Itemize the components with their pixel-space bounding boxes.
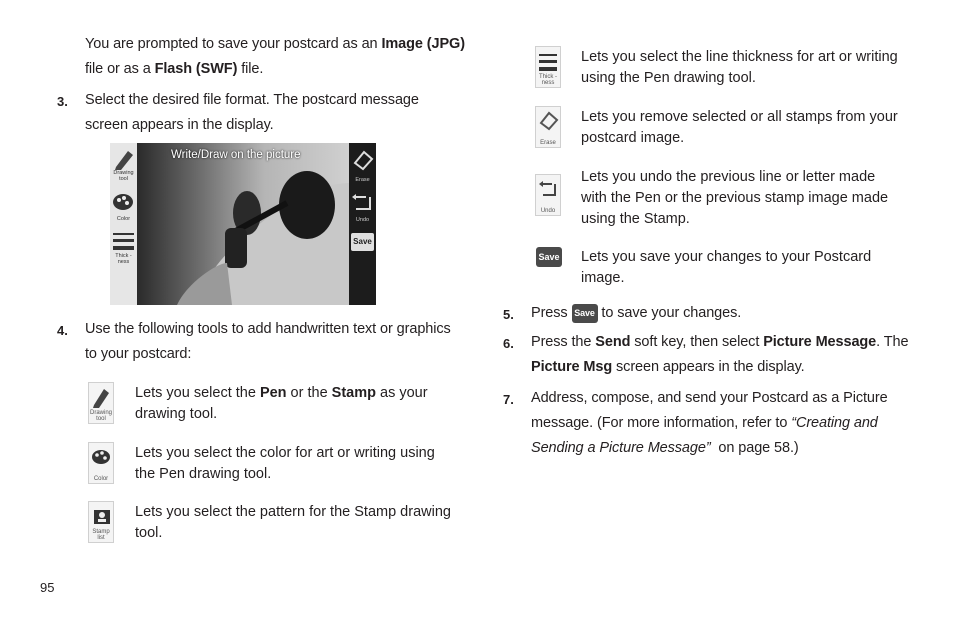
step-3-line-1: Select the desired file format. The postcard message: [85, 92, 419, 108]
stamp-list-icon: [88, 501, 114, 543]
undo-icon-label: Undo: [540, 208, 556, 214]
step-4-line-2: to your postcard:: [85, 346, 192, 362]
step-4-number: 4.: [57, 323, 68, 338]
color-icon: [88, 442, 114, 484]
drawing-tool-description: Lets you select the Pen or the Stamp as your drawing tool.: [135, 385, 428, 422]
thickness-line-2: [113, 239, 134, 242]
cross-reference-link: “Creating and: [791, 415, 878, 431]
screen-erase-label: Erase: [355, 177, 370, 183]
step-4-text: [85, 317, 465, 367]
undo-tool-icon: [535, 174, 561, 216]
intro-bold-jpg: Image (JPG): [381, 36, 465, 52]
save-icon: Save: [536, 247, 562, 267]
drawing-tool-icon: [88, 382, 114, 424]
inline-save-icon: Save: [572, 304, 598, 323]
undo-icon: [352, 193, 374, 213]
drawing-tool-icon-label: Drawing tool: [89, 410, 112, 422]
save-description: Lets you save your changes to your Postcard image.: [581, 249, 872, 286]
undo-description: Lets you undo the previous line or letter made with the Pen or the previous stamp image made using the Stamp.: [581, 169, 889, 227]
color-icon-label: Color: [93, 476, 109, 482]
step-3-number: 3.: [57, 94, 68, 109]
step-7-number: 7.: [503, 392, 514, 407]
screen-thickness-label: Thick -ness: [115, 253, 132, 265]
cross-reference-link-2: Sending a Picture Message”: [531, 440, 711, 456]
screen-save-button: Save: [351, 233, 374, 251]
screen-drawing-tool-label: Drawing tool: [113, 170, 134, 182]
screen-undo-label: Undo: [355, 217, 370, 223]
step-5-text: Press Save to save your changes.: [531, 305, 742, 321]
intro-text: You are prompted to save your postcard as an: [85, 36, 382, 52]
thickness-icon: [535, 46, 561, 88]
step-3-line-2: screen appears in the display.: [85, 117, 274, 133]
eraser-icon: [352, 149, 374, 171]
screen-color-label: Color: [116, 216, 131, 222]
erase-description: Lets you remove selected or all stamps from your postcard image.: [581, 109, 898, 146]
step-4-line-1: Use the following tools to add handwritten text or graphics: [85, 321, 451, 337]
erase-icon: [535, 106, 561, 148]
screen-photo: [137, 143, 349, 305]
thickness-description: Lets you select the line thickness for art or writing using the Pen drawing tool.: [581, 49, 898, 86]
stamp-list-icon-label: Stamp list: [92, 529, 110, 541]
intro-paragraph: [85, 32, 465, 82]
step-5-number: 5.: [503, 307, 514, 322]
intro-text-2: file or as a: [85, 61, 155, 77]
palette-icon: [112, 191, 135, 213]
thickness-icon-label: Thick -ness: [539, 74, 557, 86]
screen-right-toolbar: [349, 143, 376, 305]
intro-bold-swf: Flash (SWF): [154, 61, 238, 77]
screen-left-toolbar: [110, 143, 137, 305]
thickness-line-3: [113, 246, 134, 250]
step-6-number: 6.: [503, 336, 514, 351]
color-description: Lets you select the color for art or writing using the Pen drawing tool.: [135, 445, 435, 482]
photo-face-shape: [137, 143, 349, 305]
step-7-text: Address, compose, and send your Postcard as a Picture message. (For more information, refer to “Creating and Sending a Picture Message” on page 58.): [531, 390, 888, 456]
page-number: 95: [40, 580, 55, 595]
screen-title: Write/Draw on the picture: [171, 149, 301, 161]
step-3-text: [85, 88, 465, 138]
intro-text-3: file.: [237, 61, 264, 77]
pen-icon: [112, 147, 135, 171]
erase-icon-label: Erase: [540, 140, 556, 146]
thickness-line-1: [113, 233, 134, 235]
postcard-screen-image: [110, 143, 376, 305]
stamp-list-description: Lets you select the pattern for the Stamp drawing tool.: [135, 504, 451, 541]
step-6-text: Press the Send soft key, then select Picture Message. The Picture Msg screen appears in the display.: [531, 334, 909, 375]
